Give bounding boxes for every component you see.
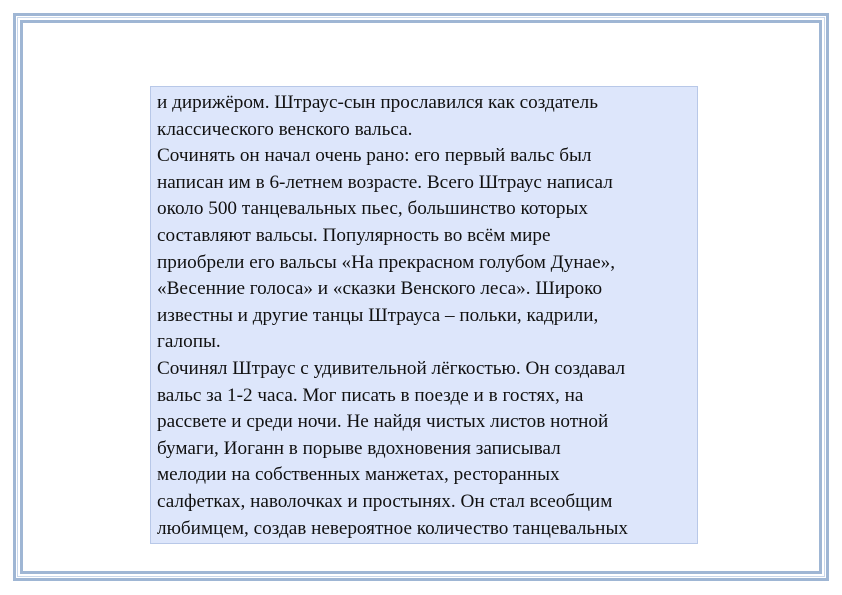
text-line: «Весенние голоса» и «сказки Венского леса». Широко xyxy=(157,278,603,300)
text-line: любимцем, создав невероятное количество танцевальных xyxy=(157,517,628,539)
text-line: рассвете и среди ночи. Не найдя чистых листов нотной xyxy=(157,411,609,433)
text-line: салфетках, наволочках и простынях. Он стал всеобщим xyxy=(157,490,613,512)
text-line: классического венского вальса. xyxy=(157,118,413,140)
text-line: и дирижёром. Штраус-сын прославился как создатель xyxy=(157,92,598,113)
text-line: составляют вальсы. Популярность во всём мире xyxy=(157,224,551,246)
text-line: написан им в 6-летнем возрасте. Всего Штраус написал xyxy=(157,171,613,193)
text-line: вальс за 1-2 часа. Мог писать в поезде и в гостях, на xyxy=(157,384,584,406)
text-line: приобрели его вальсы «На прекрасном голубом Дунае», xyxy=(157,251,616,273)
text-line: Сочинять он начал очень рано: его первый вальс был xyxy=(157,145,592,167)
slide-text-box xyxy=(150,86,698,544)
text-line: около 500 танцевальных пьес, большинство которых xyxy=(157,198,588,220)
text-line: мелодии на собственных манжетах, ресторанных xyxy=(157,464,560,486)
text-line: Сочинял Штраус с удивительной лёгкостью. Он создавал xyxy=(157,357,626,379)
text-line: известны и другие танцы Штрауса – польки, кадрили, xyxy=(157,304,599,326)
text-line: галопы. xyxy=(157,331,221,353)
text-line: бумаги, Иоганн в порыве вдохновения записывал xyxy=(157,437,561,459)
